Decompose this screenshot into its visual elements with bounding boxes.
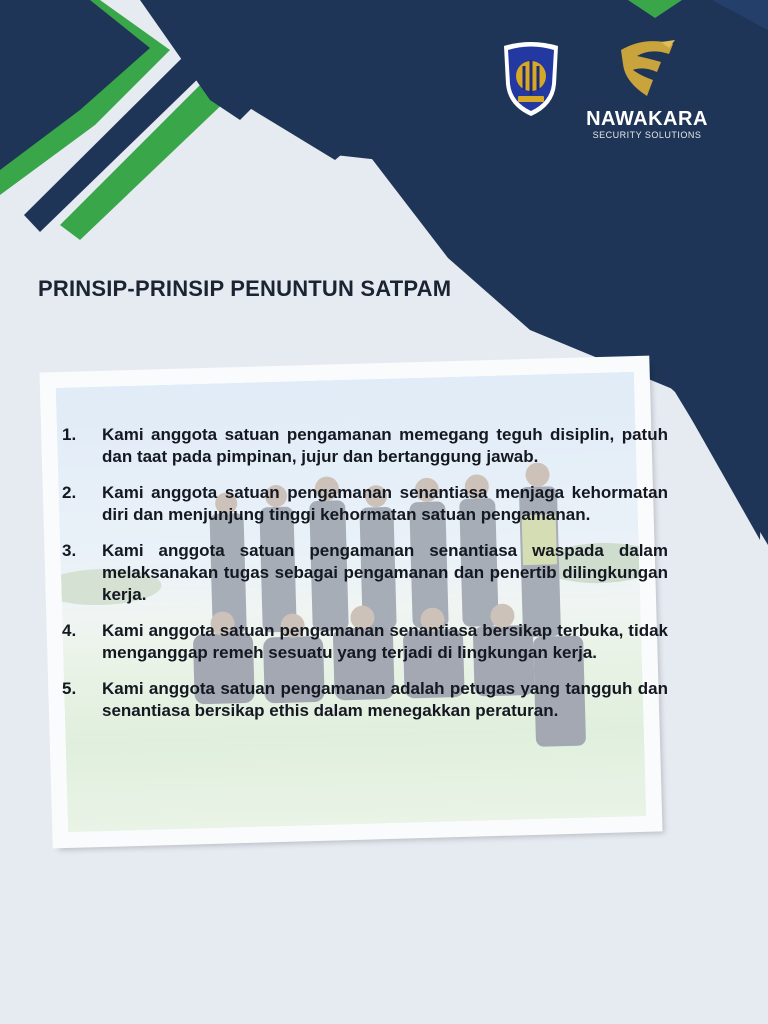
principle-number: 3.: [62, 541, 77, 560]
brand-name: NAWAKARA: [586, 108, 708, 130]
principle-number: 4.: [62, 621, 77, 640]
principle-item: [62, 540, 668, 606]
principle-text: Kami anggota satuan pengamanan senantiasa bersikap terbuka, tidak menganggap remeh sesuatu yang terjadi di lingkungan kerja.: [102, 621, 668, 662]
principle-item: [62, 482, 668, 526]
principle-text: Kami anggota satuan pengamanan senantiasa waspada dalam melaksanakan tugas sebagai pengamanan dan penertib dilingkungan kerja.: [102, 541, 668, 604]
police-badge-icon: [496, 40, 566, 120]
principle-text: Kami anggota satuan pengamanan senantiasa menjaga kehormatan diri dan menjunjung tinggi kehormatan satuan pengamanan.: [102, 483, 668, 524]
principle-item: [62, 424, 668, 468]
principle-item: [62, 620, 668, 664]
eagle-emblem-icon: [617, 36, 677, 102]
principle-item: [62, 678, 668, 722]
page-title: PRINSIP-PRINSIP PENUNTUN SATPAM: [38, 276, 452, 301]
principle-text: Kami anggota satuan pengamanan memegang teguh disiplin, patuh dan taat pada pimpinan, jujur dan bertanggung jawab.: [102, 425, 668, 466]
principle-number: 2.: [62, 483, 77, 502]
principles-list: [62, 424, 668, 736]
principle-number: 1.: [62, 425, 77, 444]
header-logos: [490, 36, 730, 156]
principle-number: 5.: [62, 679, 77, 698]
principle-text: Kami anggota satuan pengamanan adalah petugas yang tangguh dan senantiasa bersikap ethis dalam menegakkan peraturan.: [102, 679, 668, 720]
brand-tagline: SECURITY SOLUTIONS: [592, 130, 702, 140]
brand-logo: [574, 36, 720, 141]
